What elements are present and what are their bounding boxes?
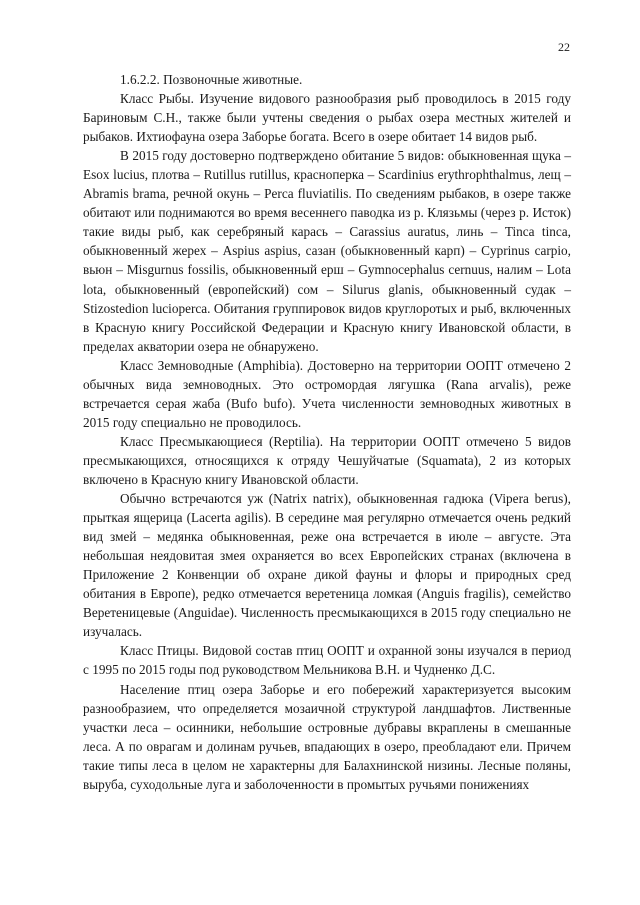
paragraph-amphibia: Класс Земноводные (Amphibia). Достоверно на территории ООПТ отмечено 2 обычных вида земноводных. Это остромордая лягушка (Rana arvalis), реже встречается серая жаба (Bufo bufo). Учета численности земноводных животных в 2015 году специально не проводилось. xyxy=(83,357,571,430)
section-heading: 1.6.2.2. Позвоночные животные. xyxy=(120,72,303,87)
document-body xyxy=(83,70,571,794)
paragraph-bird-population: Население птиц озера Заборье и его побережий характеризуется высоким разнообразием, что определяется мозаичной структурой ландшафтов. Лиственные участки леса – осинники, небольшие островные дубравы вкраплены в смешанные леса. А по оврагам и долинам ручьев, впадающих в озеро, преобладают ели. Причем такие типы леса в целом не характерны для Балахнинской низины. Лесные поляны, выруба, суходольные луга и заболоченности в промытых ручьями понижениях xyxy=(83,681,571,792)
paragraph-reptile-species: Обычно встречаются уж (Natrix natrix), обыкновенная гадюка (Vipera berus), прыткая ящерица (Lacerta agilis). В середине мая регулярно отмечается очень редкий вид змей – медянка обыкновенная, реже она встречается в июле – августе. Эта небольшая неядовитая змея охраняется во всех Европейских странах (включена в Приложение 2 Конвенции об охране дикой фауны и флоры и природных сред обитания в Европе), редко отмечается веретеница ломкая (Anguis fragilis), семейство Веретеницевые (Anguidae). Численность пресмыкающихся в 2015 году специально не изучалась. xyxy=(83,491,571,640)
paragraph-fish: Класс Рыбы. Изучение видового разнообразия рыб проводилось в 2015 году Бариновым С.Н., также были учтены сведения о рыбах озера местных жителей и рыбаков. Ихтиофауна озера Заборье богата. Всего в озере обитает 14 видов рыб. xyxy=(83,91,571,145)
paragraph-fish-species: В 2015 году достоверно подтверждено обитание 5 видов: обыкновенная щука – Esox lucius, плотва – Rutillus rutillus, красноперка – Scardinius erythrophthalmus, лещ – Abramis brama, речной окунь – Perca fluviatilis. По сведениям рыбаков, в озере также обитают или поднимаются во время весеннего паводка из р. Клязьмы (через р. Исток) такие виды рыб, как серебряный карась – Carassius auratus, линь – Tinca tinca, обыкновенный жерех – Aspius aspius, сазан (обыкновенный карп) – Cyprinus carpio, вьюн – Misgurnus fossilis, обыкновенный ерш – Gymnocephalus cernuus, налим – Lota lota, обыкновенный (европейский) сом – Silurus glanis, обыкновенный судак – Stizostedion lucioperca. Обитания группировок видов круглоротых и рыб, включенных в Красную книгу Российской Федерации и Красную книгу Ивановской области, в пределах акватории озера не обнаружено. xyxy=(83,148,571,354)
paragraph-birds: Класс Птицы. Видовой состав птиц ООПТ и охранной зоны изучался в период с 1995 по 2015 годы под руководством Мельникова В.Н. и Чудненко Д.С. xyxy=(83,643,571,678)
paragraph-reptilia: Класс Пресмыкающиеся (Reptilia). На территории ООПТ отмечено 5 видов пресмыкающихся, относящихся к отряду Чешуйчатые (Squamata), 2 из которых включено в Красную книгу Ивановской области. xyxy=(83,433,571,487)
page-number: 22 xyxy=(558,40,570,54)
